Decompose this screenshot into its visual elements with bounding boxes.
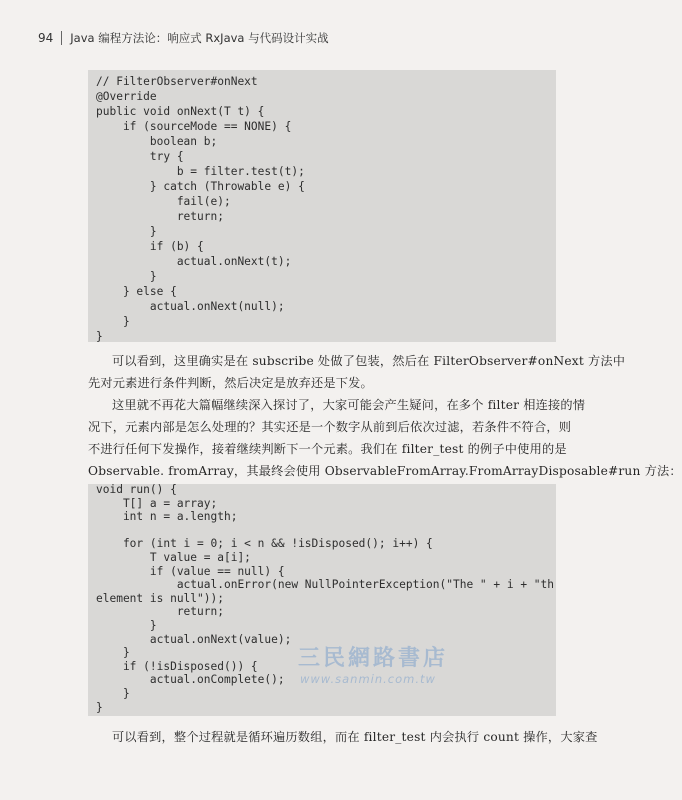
code-line: actual.onComplete(); [96,673,285,687]
page-number: 94 [38,31,54,45]
code-line: } [96,315,130,328]
bookstore-watermark [298,641,448,686]
code-line: element is null")); [96,591,224,605]
code-line: return; [96,605,224,619]
code-line: } [96,225,157,238]
paragraph-line: 不进行任何下发操作，接着继续判断下一个元素。我们在 filter_test 的例子中使用的是 [88,442,567,456]
watermark-url: www.sanmin.com.tw [300,672,436,686]
code-line: } [96,646,130,660]
paragraph-line: 可以看到，这里确实是在 subscribe 处做了包装，然后在 FilterObserver#onNext 方法中 [112,354,626,368]
code-line: int n = a.length; [96,510,238,524]
code-line: } [96,619,157,632]
code-line: if (!isDisposed()) { [96,659,258,673]
code-line: T[] a = array; [96,496,218,510]
code-line: fail(e); [96,195,231,208]
code-line: try { [96,150,184,163]
code-line: b = filter.test(t); [96,165,305,178]
code-line: actual.onNext(null); [96,300,285,313]
code-line: actual.onNext(value); [96,632,292,646]
code-line: boolean b; [96,135,218,148]
code-line: if (sourceMode == NONE) { [96,120,292,133]
code-line: } else { [96,285,177,298]
code-line: void run() { [96,483,177,496]
code-line: if (b) { [96,240,204,253]
paragraph-line: 况下，元素内部是怎么处理的？其实还是一个数字从前到后依次过滤，若条件不符合，则 [88,420,572,434]
code-line: } [96,687,130,700]
code-line: for (int i = 0; i < n && !isDisposed(); i++) { [96,537,433,551]
header-divider [61,31,62,45]
book-title: Java 编程方法论：响应式 RxJava 与代码设计实战 [70,31,329,45]
code-line: } catch (Throwable e) { [96,180,305,193]
code-block-filter-observer [88,70,556,342]
code-line: public void onNext(T t) { [96,105,265,118]
code-line: actual.onError(new NullPointerException("The " + i + "th [96,578,555,592]
paragraph-line: 可以看到，整个过程就是循环遍历数组，而在 filter_test 内会执行 count 操作，大家查 [112,730,598,744]
code-line: } [96,330,103,343]
code-line: } [96,700,103,714]
code-line: @Override [96,90,157,103]
code-line: T value = a[i]; [96,551,251,564]
code-line: return; [96,210,224,223]
code-line: } [96,270,157,283]
paragraph-line: Observable. fromArray，其最终会使用 ObservableFromArray.FromArrayDisposable#run 方法： [88,464,682,478]
watermark-name: 三民網路書店 [298,646,449,671]
paragraph-line: 先对元素进行条件判断，然后决定是放弃还是下发。 [88,376,373,390]
page-header [38,30,565,46]
code-line: actual.onNext(t); [96,255,292,268]
code-line: if (value == null) { [96,564,285,578]
code-line: // FilterObserver#onNext [96,75,258,88]
paragraph-line: 这里就不再花大篇幅继续深入探讨了，大家可能会产生疑问，在多个 filter 相连接的情 [112,398,586,412]
